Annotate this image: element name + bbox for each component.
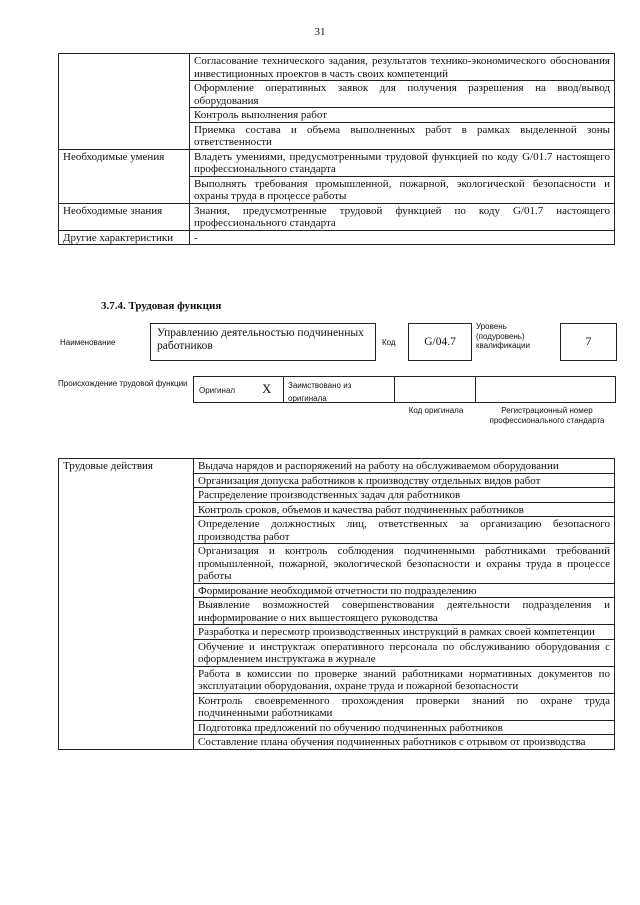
row-label-other: Другие характеристики xyxy=(59,230,190,245)
section-title: 3.7.4. Трудовая функция xyxy=(101,300,222,312)
table-cell: Организация допуска работников к производству отдельных видов работ xyxy=(194,473,615,488)
code-value: G/04.7 xyxy=(408,323,472,361)
table-cell: - xyxy=(190,230,615,245)
row-label-labor-actions: Трудовые действия xyxy=(59,459,194,750)
table-cell: Разработка и пересмотр производственных инструкций в рамках своей компетенции xyxy=(194,625,615,640)
table-cell: Распределение производственных задач для работников xyxy=(194,488,615,503)
table-cell: Владеть умениями, предусмотренными трудовой функцией по коду G/01.7 настоящего профессионального стандарта xyxy=(190,149,615,176)
table-cell: Выполнять требования промышленной, пожарной, экологической безопасности и охраны труда в процессе работы xyxy=(190,176,615,203)
labor-actions-table xyxy=(58,458,615,750)
table-cell: Контроль сроков, объемов и качества работ подчиненных работников xyxy=(194,502,615,517)
origin-code-cell xyxy=(394,376,476,403)
table-cell: Приемка состава и объема выполненных работ в рамках выделенной зоны ответственности xyxy=(190,122,615,149)
table-cell: Знания, предусмотренные трудовой функцией по коду G/01.7 настоящего профессионального стандарта xyxy=(190,203,615,230)
name-value: Управлению деятельностью подчиненных работников xyxy=(150,323,376,361)
requirements-table xyxy=(58,53,615,245)
level-value: 7 xyxy=(560,323,617,361)
table-cell: Контроль своевременного прохождения проверки знаний по охране труда подчиненными работниками xyxy=(194,693,615,720)
table-cell: Обучение и инструктаж оперативного персонала по обслуживанию оборудования с оформлением инструктажа в журнале xyxy=(194,639,615,666)
table-cell: Определение должностных лиц, ответственных за организацию безопасного производства работ xyxy=(194,517,615,544)
origin-original-cell xyxy=(193,376,284,403)
table-cell: Работа в комиссии по проверке знаний работниками нормативных документов по эксплуатации оборудования, охране труда и пожарной безопасности xyxy=(194,666,615,693)
table-cell: Организация и контроль соблюдения подчиненными работниками требований промышленной, пожарной, экологической безопасности и охраны труда в процессе работы xyxy=(194,544,615,584)
row-label-knowledge: Необходимые знания xyxy=(59,203,190,230)
table-cell: Составление плана обучения подчиненных работников с отрывом от производства xyxy=(194,735,615,750)
code-label: Код xyxy=(382,338,396,347)
page-number: 31 xyxy=(314,26,326,38)
borrowed-label: Заимствовано из оригинала xyxy=(288,381,352,403)
table-cell: Подготовка предложений по обучению подчиненных работников xyxy=(194,720,615,735)
name-label: Наименование xyxy=(60,338,116,347)
origin-borrowed-cell xyxy=(283,376,395,403)
original-mark: X xyxy=(262,381,272,396)
table-cell: Контроль выполнения работ xyxy=(190,108,615,123)
reg-caption: Регистрационный номер профессионального стандарта xyxy=(489,406,605,425)
origin-reg-cell xyxy=(475,376,616,403)
row-label-empty xyxy=(59,54,190,150)
table-cell: Выдача нарядов и распоряжений на работу на обслуживаемом оборудовании xyxy=(194,459,615,474)
table-cell: Оформление оперативных заявок для получения разрешения на ввод/вывод оборудования xyxy=(190,81,615,108)
origin-label: Происхождение трудовой функции xyxy=(58,379,188,388)
row-label-skills: Необходимые умения xyxy=(59,149,190,203)
table-cell: Формирование необходимой отчетности по подразделению xyxy=(194,583,615,598)
original-label: Оригинал xyxy=(199,386,236,395)
table-cell: Выявление возможностей совершенствования деятельности подразделения и информирование о них вышестоящего руководства xyxy=(194,598,615,625)
table-cell: Согласование технического задания, результатов технико-экономического обоснования инвестиционных проектов в часть своих компетенций xyxy=(190,54,615,81)
code-caption: Код оригинала xyxy=(408,406,464,415)
level-label: Уровень (подуровень) квалификации xyxy=(476,322,530,350)
